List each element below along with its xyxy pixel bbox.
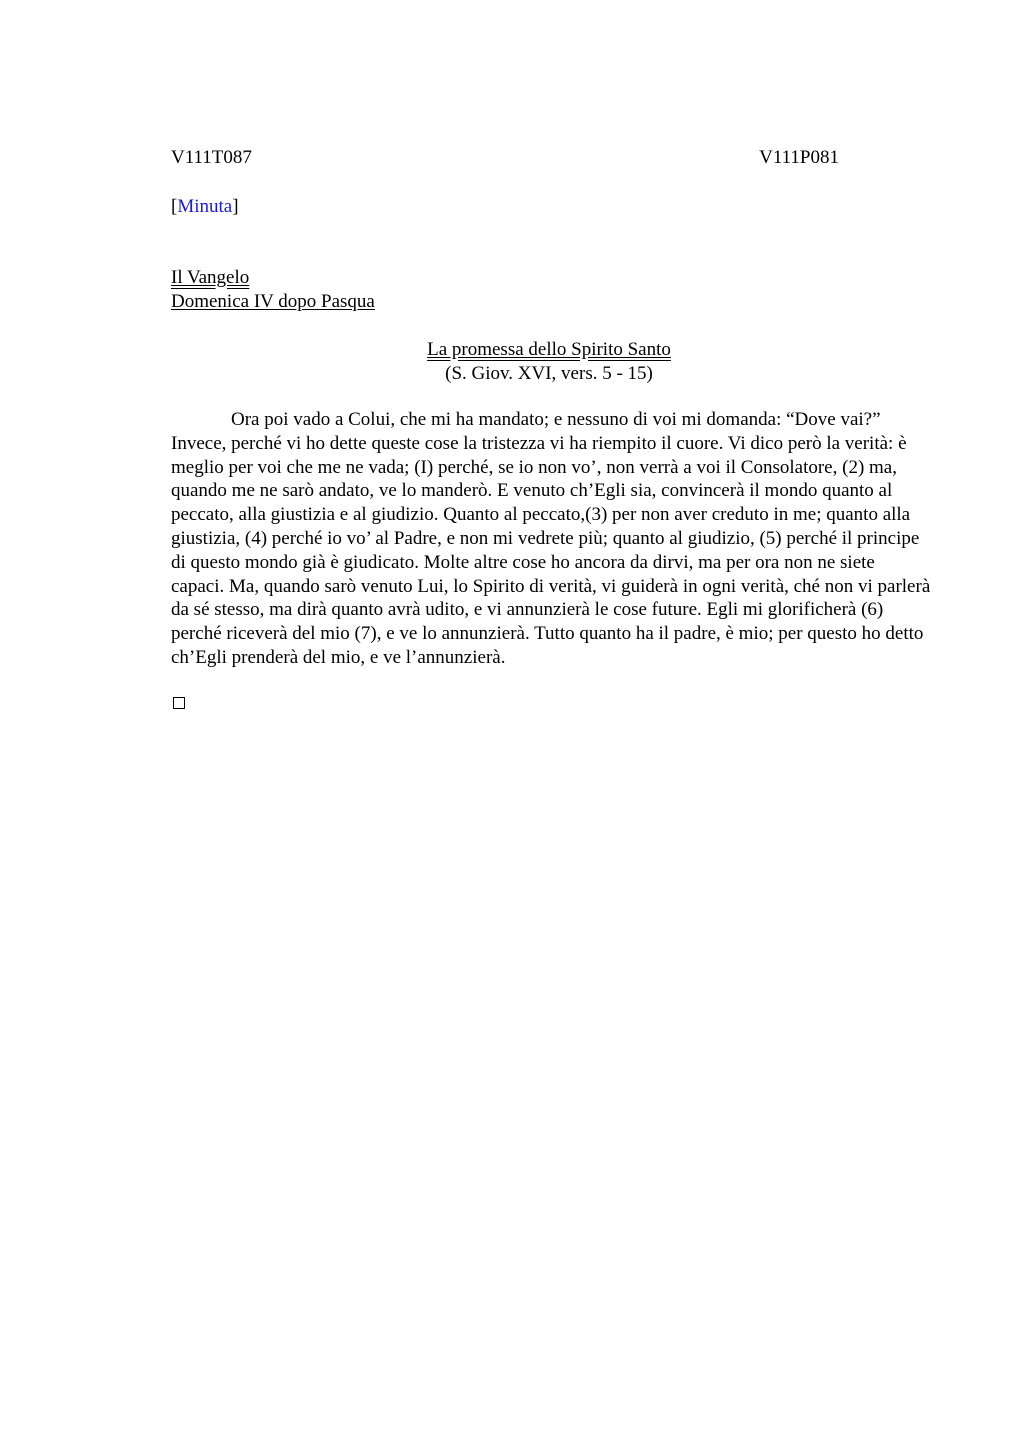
close-bracket: ] [232,196,239,217]
minuta-link[interactable]: Minuta [177,196,233,217]
main-title: La promessa dello Spirito Santo [427,339,671,360]
square-outline-icon [173,697,185,709]
open-bracket: [ [171,196,178,217]
body-text: Ora poi vado a Colui, che mi ha mandato; e nessuno di voi mi domanda: “Dove vai?” Invece, perché vi ho dette queste cose la tristezza vi ha riempito il cuore. Vi dico però la verità: è meglio per voi che me ne vada; (I) perché, se io non vo’, non verrà a voi il Consolatore, (2) ma, quando me ne sarò andato, ve lo manderò. E venuto ch’Egli sia, convincerà il mondo quanto al peccato, alla giustizia e al giudizio. Quanto al peccato,(3) per non aver creduto in me; quanto alla giustizia, (4) perché io vo’ al Padre, e non mi vedrete più; quanto al giudizio, (5) perché il principe di questo mondo già è giudicato. Molte altre cose ho ancora da dirvi, ma per ora non ne siete capaci. Ma, quando sarò venuto Lui, lo Spirito di verità, vi guiderà in ogni verità, ché non vi parlerà da sé stesso, ma dirà quanto avrà udito, e vi annunzierà le cose future. Egli mi glorificherà (6) perché riceverà del mio (7), e ve lo annunzierà. Tutto quanto ha il padre, è mio; per questo ho detto ch’Egli prenderà del mio, e ve l’annunzierà. [171,409,931,668]
title-block [171,338,927,386]
scripture-reference: (S. Giov. XVI, vers. 5 - 15) [445,363,653,384]
section-heading [171,266,375,314]
section-subtitle: Domenica IV dopo Pasqua [171,291,375,312]
document-code-left: V111T087 [171,147,252,168]
body-paragraph [171,408,931,670]
document-code-right: V111P081 [759,147,839,168]
section-title: Il Vangelo [171,267,250,288]
minuta-reference [171,196,239,218]
